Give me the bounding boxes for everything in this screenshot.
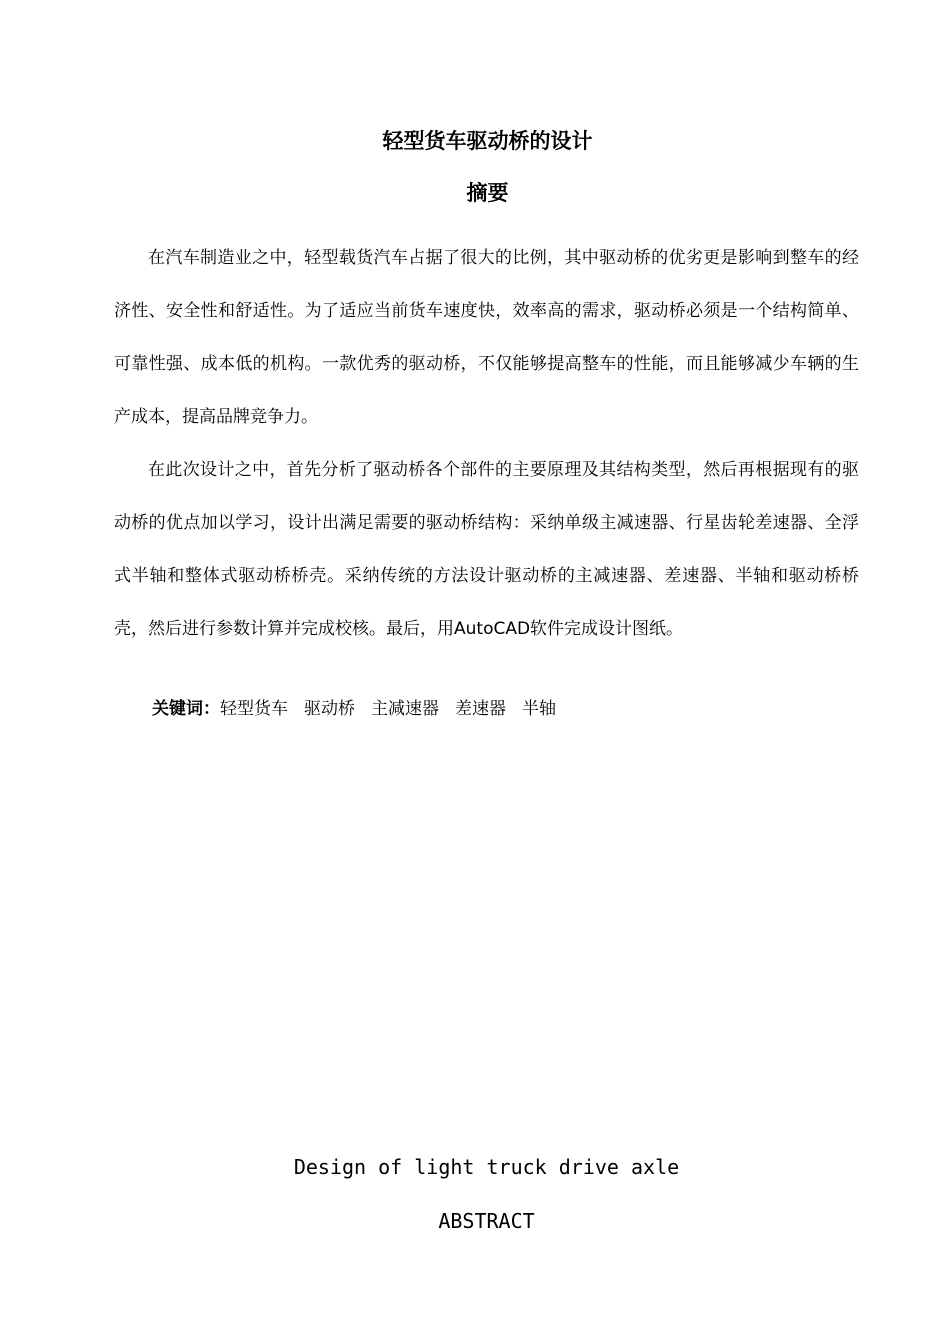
abstract-paragraph-1: 在汽车制造业之中，轻型载货汽车占据了很大的比例，其中驱动桥的优劣更是影响到整车的经济性、安全性和舒适性。为了适应当前货车速度快，效率高的需求，驱动桥必须是一个结构简单、可靠性强、成本低的机构。一款优秀的驱动桥，不仅能够提高整车的性能，而且能够减少车辆的生产成本，提高品牌竞争力。 (114, 248, 859, 427)
title-english: Design of light truck drive axle (293, 1155, 680, 1179)
abstract-heading-english: ABSTRACT (438, 1209, 535, 1233)
keyword-item: 主减速器 (371, 699, 439, 719)
abstract-body (114, 232, 859, 656)
keywords-label: 关键词： (152, 699, 220, 719)
keyword-item: 驱动桥 (304, 699, 355, 719)
keywords-line (152, 694, 572, 724)
abstract-heading-chinese: 摘要 (466, 181, 509, 205)
abstract-paragraph-2: 在此次设计之中，首先分析了驱动桥各个部件的主要原理及其结构类型，然后再根据现有的驱动桥的优点加以学习，设计出满足需要的驱动桥结构：采纳单级主减速器、行星齿轮差速器、全浮式半轴和整体式驱动桥桥壳。采纳传统的方法设计驱动桥的主减速器、差速器、半轴和驱动桥桥壳，然后进行参数计算并完成校核。最后，用AutoCAD软件完成设计图纸。 (114, 460, 859, 639)
keyword-item: 轻型货车 (220, 699, 288, 719)
keyword-item: 差速器 (455, 699, 506, 719)
title-chinese: 轻型货车驱动桥的设计 (382, 129, 593, 153)
keyword-item: 半轴 (522, 699, 556, 719)
